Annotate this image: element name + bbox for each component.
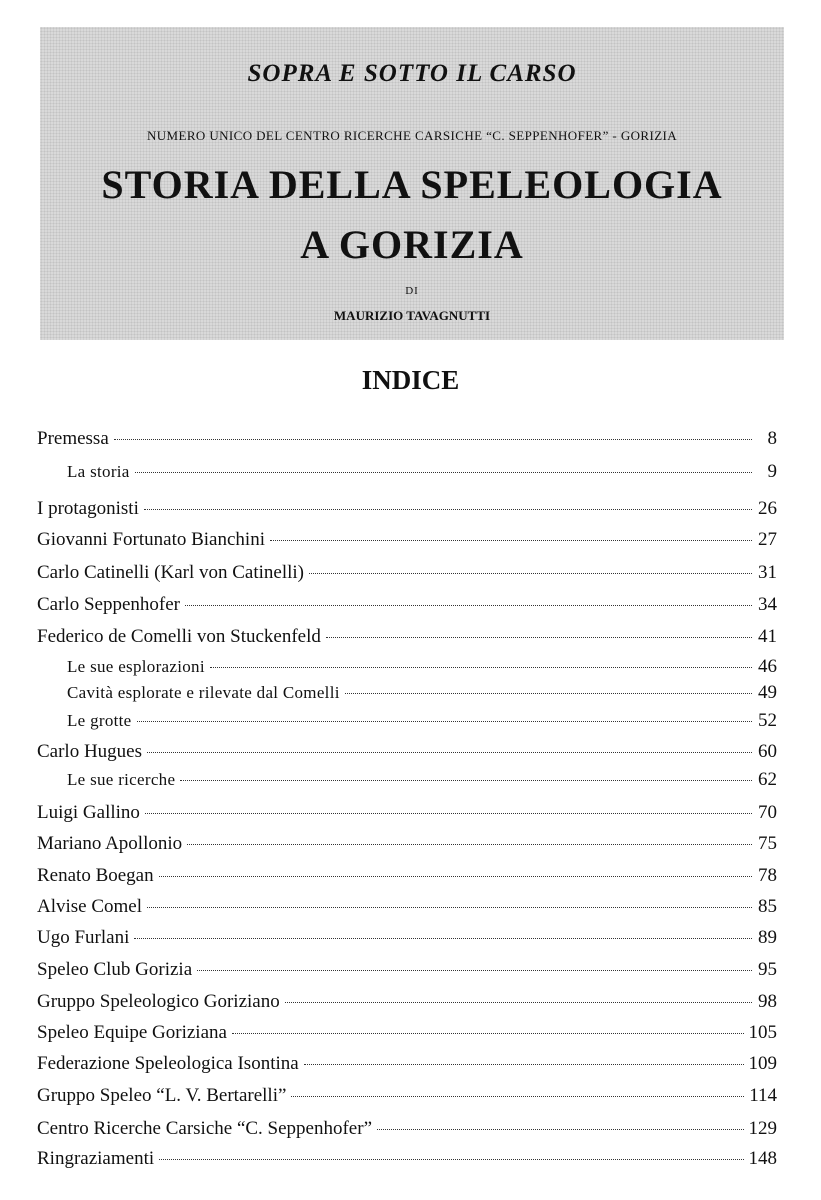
toc-entry-page: 52 [758,710,777,731]
dot-leader [291,1096,744,1097]
dot-leader [180,780,752,781]
series-title: SOPRA E SOTTO IL CARSO [247,60,577,87]
toc-entry-page: 95 [758,959,777,980]
toc-entry-page: 62 [758,769,777,790]
dot-leader [232,1033,744,1034]
toc-entry [37,461,777,491]
book-title-line-2: A GORIZIA [300,222,524,267]
toc-entry-label: Carlo Catinelli (Karl von Catinelli) [37,562,304,583]
toc-entry [37,769,777,799]
toc-entry-label: Cavità esplorate e rilevate dal Comelli [67,683,340,702]
toc-entry-label: Federazione Speleologica Isontina [37,1053,299,1074]
toc-entry [37,802,777,832]
toc-entry-page: 78 [758,865,777,886]
toc-entry-page: 70 [758,802,777,823]
dot-leader [309,573,752,574]
dot-leader [304,1064,744,1065]
dot-leader [147,907,752,908]
toc-entry [37,1148,777,1178]
dot-leader [159,1159,743,1160]
dot-leader [145,813,752,814]
toc-entry-label: Mariano Apollonio [37,833,183,854]
toc-entry-label: Alvise Comel [37,896,143,917]
dot-leader [326,637,752,638]
toc-entry-label: Ringraziamenti [37,1148,155,1169]
dot-leader [144,509,752,510]
toc-entry [37,1022,777,1052]
toc-entry-page: 27 [758,529,777,550]
toc-entry-label: Gruppo Speleologico Goriziano [37,991,280,1012]
toc-entry-page: 41 [758,626,777,647]
dot-leader [187,844,752,845]
toc-entry-label: Giovanni Fortunato Bianchini [37,529,265,550]
toc-entry-page: 75 [758,833,777,854]
dot-leader [210,667,752,668]
toc-entry [37,1053,777,1083]
dot-leader [185,605,752,606]
toc-entry-page: 85 [758,896,777,917]
toc-entry [37,428,777,458]
toc-entry [37,529,777,559]
toc-entry-page: 148 [748,1148,777,1169]
toc-entry [37,498,777,528]
toc-entry-page: 129 [748,1118,777,1139]
toc-entry-label: I protagonisti [37,498,139,519]
toc-entry [37,959,777,989]
toc-entry-label: Gruppo Speleo “L. V. Bertarelli” [37,1085,287,1106]
index-heading: INDICE [361,365,460,395]
toc-entry-page: 26 [758,498,777,519]
toc-entry [37,927,777,957]
dot-leader [135,472,752,473]
toc-entry-page: 114 [749,1085,777,1106]
toc-entry-label: Le sue ricerche [67,770,176,789]
toc-entry [37,741,777,771]
toc-entry-page: 31 [758,562,777,583]
toc-entry [37,896,777,926]
toc-entry-label: Speleo Equipe Goriziana [37,1022,227,1043]
toc-entry-label: Carlo Seppenhofer [37,594,180,615]
toc-entry-page: 98 [758,991,777,1012]
toc-entry-label: Premessa [37,428,109,449]
dot-leader [147,752,752,753]
dot-leader [345,693,752,694]
toc-entry-page: 49 [758,682,777,703]
toc-entry [37,626,777,656]
dot-leader [270,540,752,541]
publication-subtitle: NUMERO UNICO DEL CENTRO RICERCHE CARSICHE “C. SEPPENHOFER” - GORIZIA [146,128,678,143]
toc-entry [37,710,777,740]
dot-leader [159,876,752,877]
toc-entry [37,682,777,712]
toc-entry-page: 34 [758,594,777,615]
toc-entry-page: 9 [767,461,777,482]
toc-entry-label: La storia [67,462,130,481]
toc-entry [37,562,777,592]
dot-leader [134,938,752,939]
dot-leader [137,721,752,722]
toc-entry-page: 60 [758,741,777,762]
dot-leader [377,1129,743,1130]
toc-entry-label: Federico de Comelli von Stuckenfeld [37,626,321,647]
toc-entry-page: 109 [748,1053,777,1074]
toc-entry-label: Centro Ricerche Carsiche “C. Seppenhofer” [37,1118,373,1139]
toc-entry-label: Carlo Hugues [37,741,143,762]
toc-entry [37,594,777,624]
dot-leader [285,1002,752,1003]
toc-entry-label: Ugo Furlani [37,927,130,948]
toc-entry [37,1085,777,1115]
toc-entry-label: Speleo Club Gorizia [37,959,193,980]
toc-entry-label: Renato Boegan [37,865,154,886]
toc-entry [37,991,777,1021]
toc-entry-page: 8 [767,428,777,449]
toc-entry-page: 46 [758,656,777,677]
toc-entry [37,1118,777,1148]
author-name: MAURIZIO TAVAGNUTTI [333,308,491,323]
toc-entry-page: 89 [758,927,777,948]
toc-entry [37,833,777,863]
toc-entry-label: Le grotte [67,711,132,730]
toc-entry-label: Le sue esplorazioni [67,657,205,676]
dot-leader [197,970,752,971]
toc-entry [37,865,777,895]
toc-entry-label: Luigi Gallino [37,802,140,823]
header-box [40,27,784,340]
toc-entry-page: 105 [748,1022,777,1043]
dot-leader [114,439,752,440]
book-title-line-1: STORIA DELLA SPELEOLOGIA [101,162,723,207]
by-label: DI [405,285,419,297]
